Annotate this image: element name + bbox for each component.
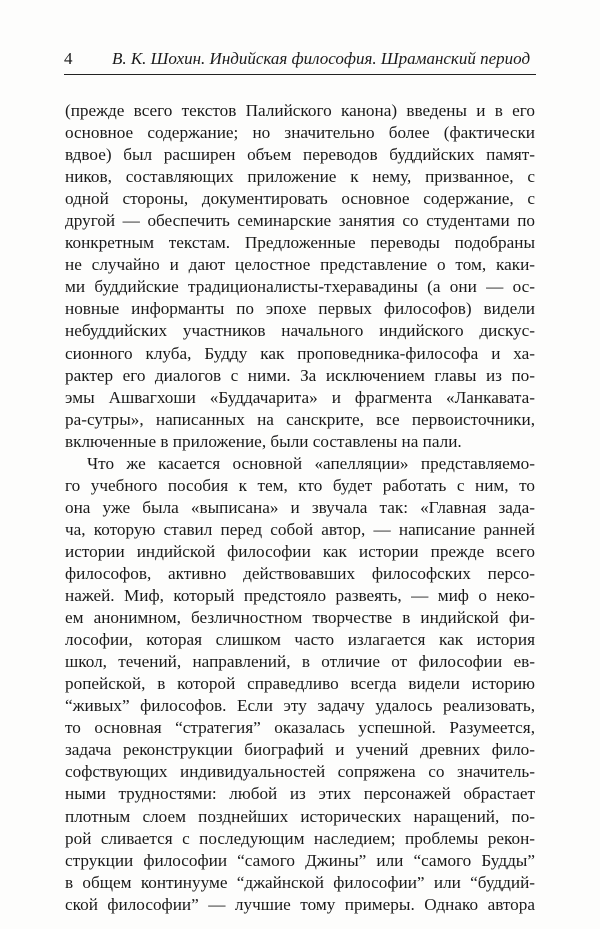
text-line: ской философии” — лучшие тому примеры. Однако автора — [65, 894, 535, 914]
text-line: новные информанты по эпохе первых философов) видели — [65, 299, 535, 319]
text-line: она уже была «выписана» и звучала так: «Главная зада- — [65, 497, 535, 517]
text-line: другой — обеспечить семинарские занятия со студентами по — [65, 211, 535, 231]
text-line: лософии, которая слишком часто излагается как история — [65, 630, 535, 650]
running-head — [64, 46, 536, 72]
text-line: эмы Ашвагхоши «Буддачарита» и фрагмента «Ланкавата- — [65, 387, 535, 407]
text-line: конкретным текстам. Предложенные переводы подобраны — [65, 233, 535, 253]
text-line: ра-сутры», написанных на санскрите, все первоисточники, — [65, 409, 535, 429]
text-line: основное содержание; но значительно более (фактически — [65, 123, 535, 143]
text-line: школ, течений, направлений, в отличие от философии ев- — [65, 652, 535, 672]
text-line: Что же касается основной «апелляции» представляемо- — [87, 453, 535, 473]
text-line: плотным слоем позднейших исторических наращений, по- — [65, 806, 535, 826]
body-text — [65, 100, 535, 916]
text-line: одной стороны, документировать основное содержание, с — [65, 189, 535, 209]
text-line: рой сливается с последующим наследием; проблемы рекон- — [65, 828, 535, 848]
text-line: в общем континууме “джайнской философии” или “буддий- — [65, 872, 535, 892]
text-line: сионного клуба, Будду как проповедника-философа и ха- — [65, 343, 535, 363]
text-line: нажей. Миф, который предстояло развеять, — миф о неко- — [65, 586, 535, 606]
text-line: го учебного пособия к тем, кто будет работать с ним, то — [65, 475, 535, 495]
text-line: то основная “стратегия” оказалась успешной. Разумеется, — [65, 718, 535, 738]
page-number: 4 — [64, 49, 73, 68]
text-line: задача реконструкции биографий и учений древних фило- — [65, 740, 535, 760]
text-line: рактер его диалогов с ними. За исключением главы из по- — [65, 365, 535, 385]
text-line: истории индийской философии как истории прежде всего — [65, 541, 535, 561]
text-line: ников, составляющих приложение к нему, призванное, с — [65, 167, 535, 187]
text-line: софствующих индивидуальностей сопряжена со значитель- — [65, 762, 535, 782]
header-rule — [64, 74, 536, 75]
text-line: включенные в приложение, были составлены на пали. — [65, 431, 462, 451]
text-line: не случайно и дают целостное представление о том, каки- — [65, 255, 535, 275]
text-line: вдвое) был расширен объем переводов буддийских памят- — [65, 145, 535, 165]
text-line: ем анонимном, безличностном творчестве в индийской фи- — [65, 608, 535, 628]
text-line: ропейской, в которой справедливо всегда видели историю — [65, 674, 535, 694]
text-line: струкции философии “самого Джины” или “самого Будды” — [65, 850, 535, 870]
text-line: небуддийских участников начального индийского дискус- — [65, 321, 535, 341]
text-line: “живых” философов. Если эту задачу удалось реализовать, — [65, 696, 535, 716]
text-line: философов, активно действовавших философских персо- — [65, 563, 535, 583]
text-line: (прежде всего текстов Палийского канона) введены и в его — [65, 101, 535, 120]
text-line: ча, которую ставил перед собой автор, — написание ранней — [65, 519, 535, 539]
text-line: ными трудностями: любой из этих персонажей обрастает — [65, 784, 535, 804]
running-title: В. К. Шохин. Индийская философия. Шраманский период — [112, 49, 531, 68]
text-line: ми буддийские традиционалисты-тхеравадины (а они — ос- — [65, 277, 535, 297]
